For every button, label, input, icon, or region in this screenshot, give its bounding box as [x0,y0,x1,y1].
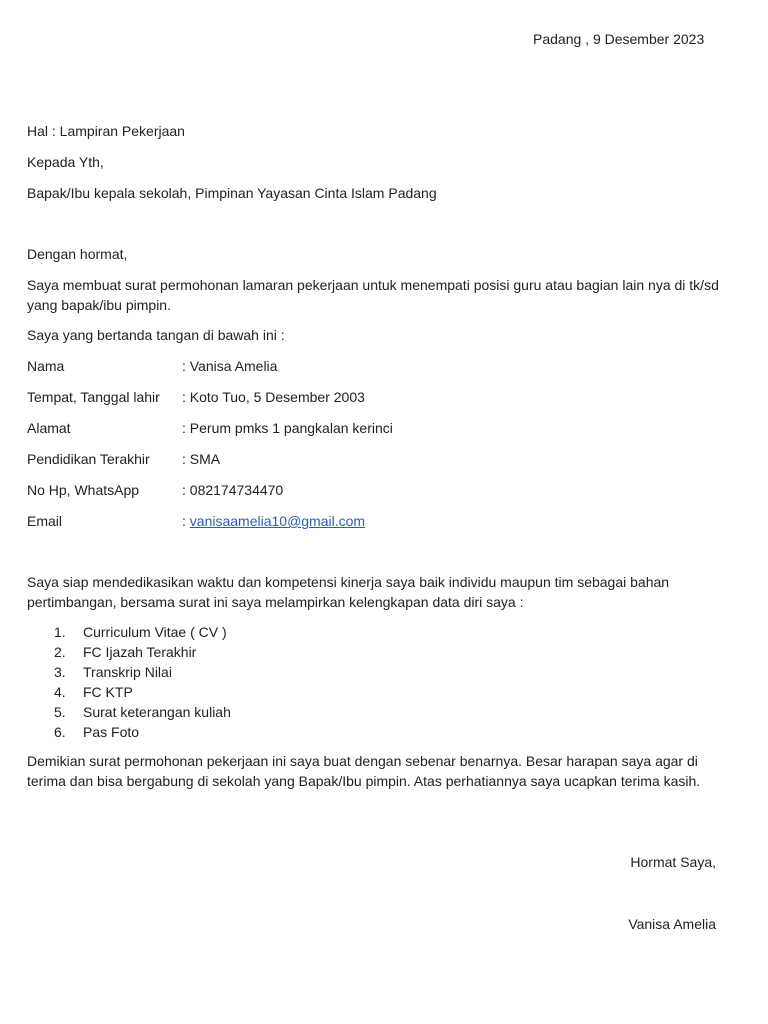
list-text: FC Ijazah Terakhir [83,644,197,660]
field-value-phone: : 082174734470 [182,482,284,498]
list-number: 2. [54,644,66,660]
dedication-paragraph: Saya siap mendedikasikan waktu dan kompetensi kinerja saya baik individu maupun tim sebagai bahan pertimbangan, bersama surat ini saya melampirkan kelengkapan data diri saya : [27,574,670,610]
to-line: Kepada Yth, [27,154,104,170]
signer-name: Vanisa Amelia [628,916,716,932]
field-value-address: : Perum pmks 1 pangkalan kerinci [182,420,393,436]
intro-paragraph: Saya membuat surat permohonan lamaran pekerjaan untuk menempati posisi guru atau bagian lain nya di tk/sd yang bapak/ibu pimpin. [27,277,719,313]
list-number: 6. [54,724,66,740]
closing-paragraph: Demikian surat permohonan pekerjaan ini saya buat dengan sebenar benarnya. Besar harapan saya agar di terima dan bisa bergabung di sekolah yang Bapak/Ibu pimpin. Atas perhatiannya saya ucapkan terima kasih. [27,753,701,789]
field-value-education: : SMA [182,451,221,467]
list-text: Surat keterangan kuliah [83,704,231,720]
list-number: 4. [54,684,66,700]
field-value-birth: : Koto Tuo, 5 Desember 2003 [182,389,365,405]
field-label-address: Alamat [27,420,71,436]
field-label-birth: Tempat, Tanggal lahir [27,389,160,405]
field-label-phone: No Hp, WhatsApp [27,482,140,498]
field-label-education: Pendidikan Terakhir [27,451,150,467]
list-text: Pas Foto [83,724,140,740]
undersigned-line: Saya yang bertanda tangan di bawah ini : [27,327,285,343]
list-text: Curriculum Vitae ( CV ) [83,624,227,640]
list-number: 5. [54,704,66,720]
email-colon: : [182,513,190,529]
place-date: Padang , 9 Desember 2023 [533,31,705,47]
subject-line: Hal : Lampiran Pekerjaan [27,123,185,139]
recipient-line: Bapak/Ibu kepala sekolah, Pimpinan Yayasan Cinta Islam Padang [27,185,437,201]
field-value-name: : Vanisa Amelia [182,358,278,374]
field-label-name: Nama [27,358,65,374]
list-text: FC KTP [83,684,133,700]
list-text: Transkrip Nilai [83,664,172,680]
email-link[interactable]: vanisaamelia10@gmail.com [189,513,366,529]
list-number: 1. [54,624,66,640]
field-label-email: Email [27,513,63,529]
sign-off: Hormat Saya, [630,854,716,870]
list-number: 3. [54,664,66,680]
field-value-email [182,512,365,530]
greeting: Dengan hormat, [27,246,128,262]
